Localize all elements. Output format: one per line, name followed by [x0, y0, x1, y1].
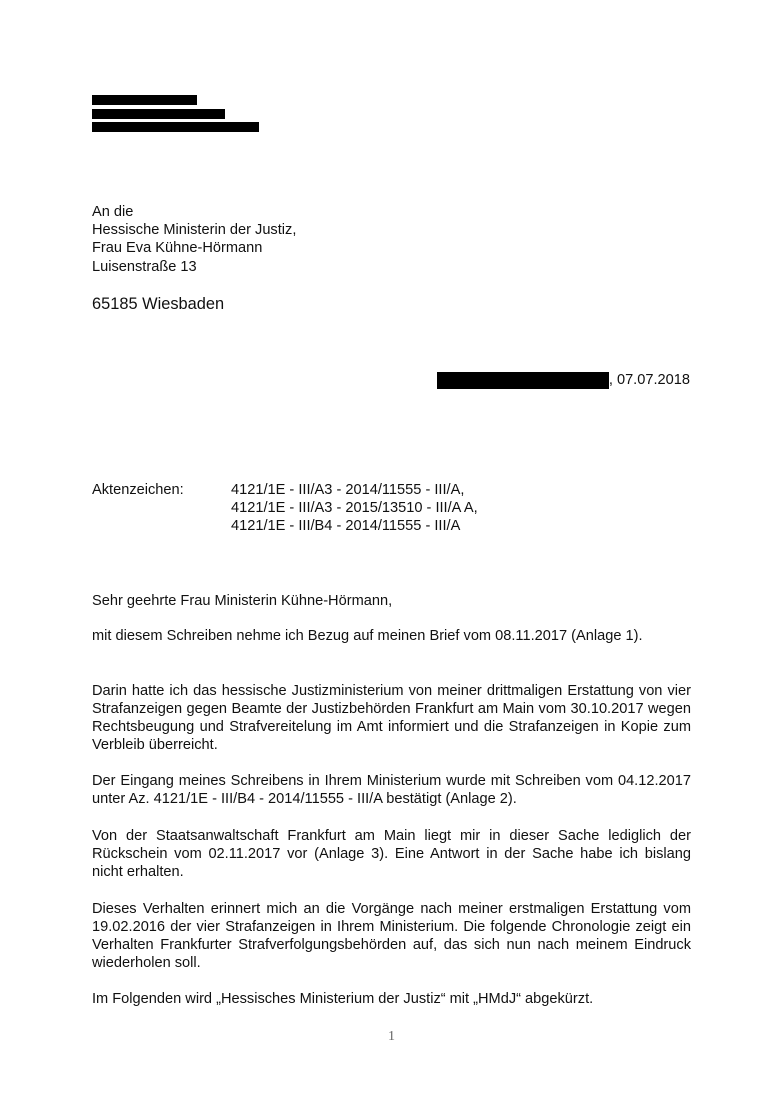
salutation: Sehr geehrte Frau Ministerin Kühne-Hörmann, — [92, 593, 393, 609]
paragraph-5: Dieses Verhalten erinnert mich an die Vorgänge nach meiner erstmaligen Erstattung vom 19.02.2016 der vier Strafanzeigen in Ihrem Ministerium. Die folgende Chronologie zeigt ein Verhalten Frankfurter Strafverfolgungsbehörden auf, das sich nun nach meinem Eindruck wiederholen soll. — [92, 901, 691, 971]
recipient-line-2: Hessische Ministerin der Justiz, — [92, 222, 297, 239]
recipient-line-1: An die — [92, 204, 134, 220]
place-date-line — [437, 370, 690, 390]
reference-label: Aktenzeichen: — [92, 482, 184, 498]
letter-date: , 07.07.2018 — [608, 372, 690, 388]
redacted-sender-line-1 — [92, 95, 197, 105]
reference-value-1: 4121/1E - III/A3 - 2014/11555 - III/A, — [231, 482, 465, 498]
recipient-line-4: Luisenstraße 13 — [92, 258, 197, 275]
redacted-sender-line-2 — [92, 109, 225, 119]
reference-value-3: 4121/1E - III/B4 - 2014/11555 - III/A — [231, 518, 461, 534]
paragraph-3: Der Eingang meines Schreibens in Ihrem Ministerium wurde mit Schreiben vom 04.12.2017 unter Az. 4121/1E - III/B4 - 2014/11555 - III/A bestätigt (Anlage 2). — [92, 773, 691, 807]
paragraph-1: mit diesem Schreiben nehme ich Bezug auf meinen Brief vom 08.11.2017 (Anlage 1). — [92, 628, 643, 644]
paragraph-4: Von der Staatsanwaltschaft Frankfurt am Main liegt mir in dieser Sache lediglich der Rückschein vom 02.11.2017 vor (Anlage 3). Eine Antwort in der Sache habe ich bislang nicht erhalten. — [92, 828, 691, 880]
reference-values — [231, 481, 478, 535]
recipient-address — [92, 203, 296, 276]
redacted-sender-line-3 — [92, 122, 259, 132]
reference-value-2: 4121/1E - III/A3 - 2015/13510 - III/A A, — [231, 500, 478, 516]
page-number: 1 — [388, 1029, 395, 1044]
paragraph-2: Darin hatte ich das hessische Justizministerium von meiner drittmaligen Erstattung von vier Strafanzeigen gegen Beamte der Justizbehörden Frankfurt am Main vom 30.10.2017 wegen Rechtsbeugung und Strafvereitelung im Amt informiert und die Strafanzeigen in Kopie zum Verbleib überreicht. — [92, 683, 691, 753]
paragraph-6: Im Folgenden wird „Hessisches Ministerium der Justiz“ mit „HMdJ“ abgekürzt. — [92, 991, 594, 1007]
redacted-place — [437, 372, 609, 389]
recipient-line-3: Frau Eva Kühne-Hörmann — [92, 240, 263, 257]
recipient-city: 65185 Wiesbaden — [92, 295, 225, 313]
